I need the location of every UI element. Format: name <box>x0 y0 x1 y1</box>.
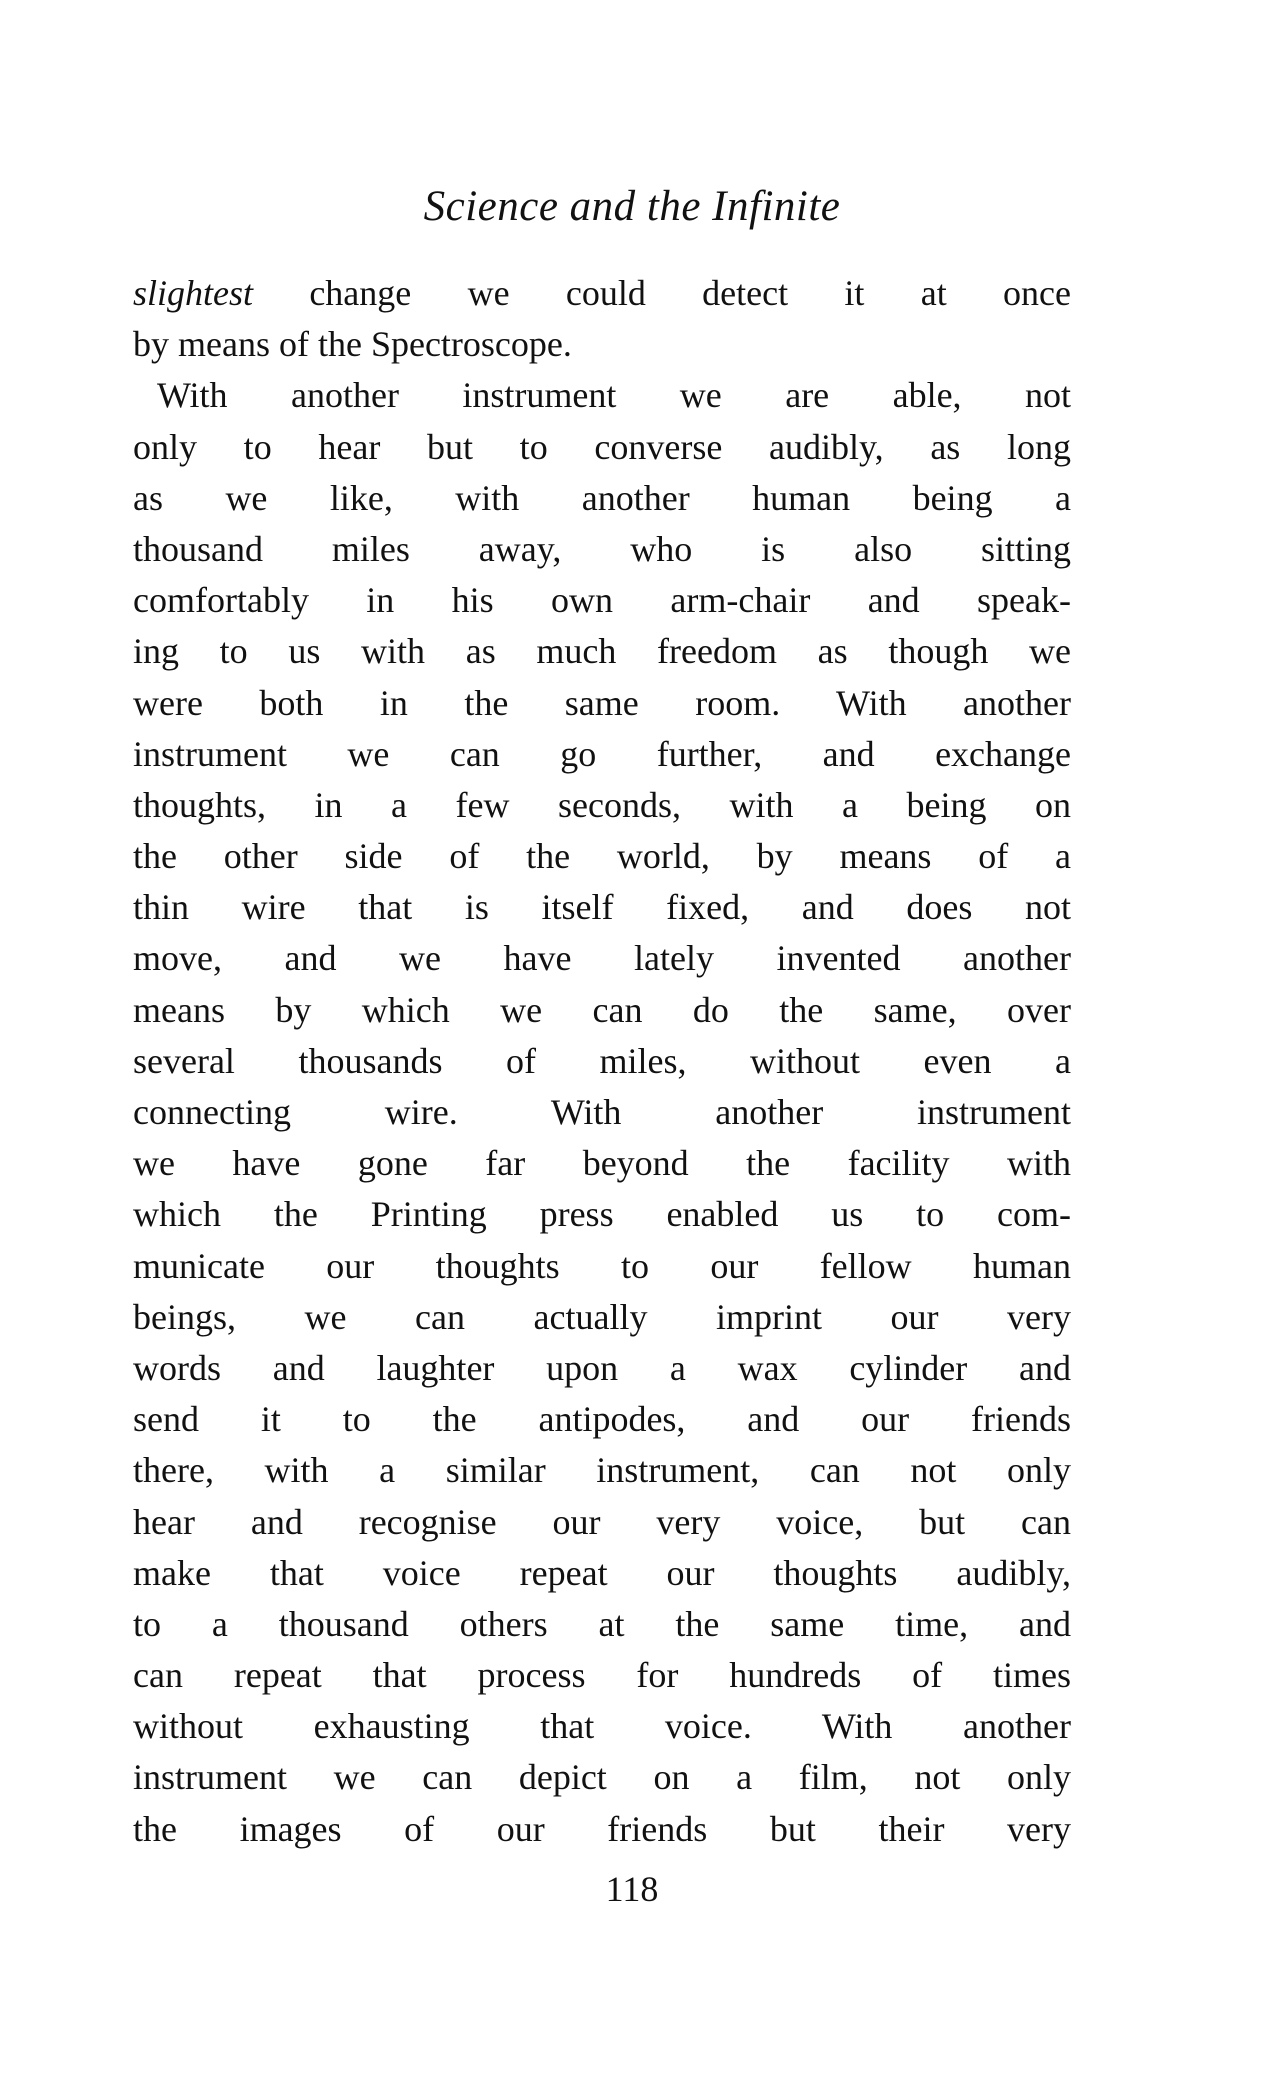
text-line <box>133 524 1071 575</box>
line-text: which the Printing press enabled us to com- <box>133 1194 1071 1235</box>
text-line <box>133 678 1071 729</box>
text-line <box>133 319 1071 370</box>
text-line <box>133 1548 1071 1599</box>
line-text: means by which we can do the same, over <box>133 989 1071 1030</box>
line-text: hear and recognise our very voice, but can <box>133 1501 1071 1542</box>
text-line <box>133 1241 1071 1292</box>
line-text: comfortably in his own arm-chair and speak- <box>133 580 1071 621</box>
text-line <box>133 1445 1071 1496</box>
text-line <box>133 626 1071 677</box>
text-line <box>133 575 1071 626</box>
text-line <box>133 1036 1071 1087</box>
text-line <box>133 1138 1071 1189</box>
text-line <box>133 780 1071 831</box>
text-line <box>133 1650 1071 1701</box>
line-text: beings, we can actually imprint our very <box>133 1296 1071 1337</box>
body-text <box>133 268 1071 1855</box>
text-line <box>133 1292 1071 1343</box>
line-text: there, with a similar instrument, can not only <box>133 1450 1071 1491</box>
line-text: make that voice repeat our thoughts audibly, <box>133 1552 1071 1593</box>
text-line <box>133 1497 1071 1548</box>
text-line <box>133 1804 1071 1855</box>
running-header: Science and the Infinite <box>423 183 841 230</box>
text-line <box>133 268 1071 319</box>
text-line <box>133 831 1071 882</box>
text-line <box>133 1752 1071 1803</box>
italic-word: slightest <box>133 273 254 313</box>
text-line <box>133 882 1071 933</box>
line-text: thoughts, in a few seconds, with a being on <box>133 784 1071 825</box>
line-text: instrument we can go further, and exchange <box>133 733 1071 774</box>
text-line <box>133 1394 1071 1445</box>
line-text: without exhausting that voice. With another <box>133 1706 1071 1747</box>
text-line <box>133 933 1071 984</box>
line-text: by means of the Spectroscope. <box>133 324 572 365</box>
line-text: were both in the same room. With another <box>133 682 1071 723</box>
line-text: thin wire that is itself fixed, and does not <box>133 887 1071 928</box>
text-line <box>133 370 1071 421</box>
text-line <box>133 1343 1071 1394</box>
line-text: municate our thoughts to our fellow human <box>133 1245 1071 1286</box>
text-line <box>133 1599 1071 1650</box>
line-text: With another instrument we are able, not <box>157 375 1071 416</box>
line-text: as we like, with another human being a <box>133 477 1071 518</box>
line-text: connecting wire. With another instrument <box>133 1092 1071 1132</box>
line-text: move, and we have lately invented another <box>133 938 1071 979</box>
line-text: several thousands of miles, without even a <box>133 1040 1071 1081</box>
text-line <box>133 422 1071 473</box>
line-text: to a thousand others at the same time, and <box>133 1603 1071 1644</box>
line-text: we have gone far beyond the facility with <box>133 1143 1071 1184</box>
line-text: the images of our friends but their very <box>133 1808 1071 1849</box>
line-text: can repeat that process for hundreds of times <box>133 1655 1071 1696</box>
line-text: instrument we can depict on a film, not only <box>133 1757 1071 1798</box>
line-text: words and laughter upon a wax cylinder and <box>133 1347 1071 1388</box>
text-line <box>133 1701 1071 1752</box>
text-line <box>133 729 1071 780</box>
line-text: send it to the antipodes, and our friends <box>133 1399 1071 1440</box>
page-number: 118 <box>605 1869 659 1909</box>
text-line <box>133 985 1071 1036</box>
text-line <box>133 1087 1071 1138</box>
line-text: ing to us with as much freedom as though we <box>133 631 1071 672</box>
line-text: thousand miles away, who is also sitting <box>133 528 1071 569</box>
line-text: only to hear but to converse audibly, as long <box>133 426 1071 467</box>
line-text: change we could detect it at once <box>253 273 1071 313</box>
line-text: the other side of the world, by means of a <box>133 836 1071 877</box>
text-line <box>133 473 1071 524</box>
text-line <box>133 1189 1071 1240</box>
